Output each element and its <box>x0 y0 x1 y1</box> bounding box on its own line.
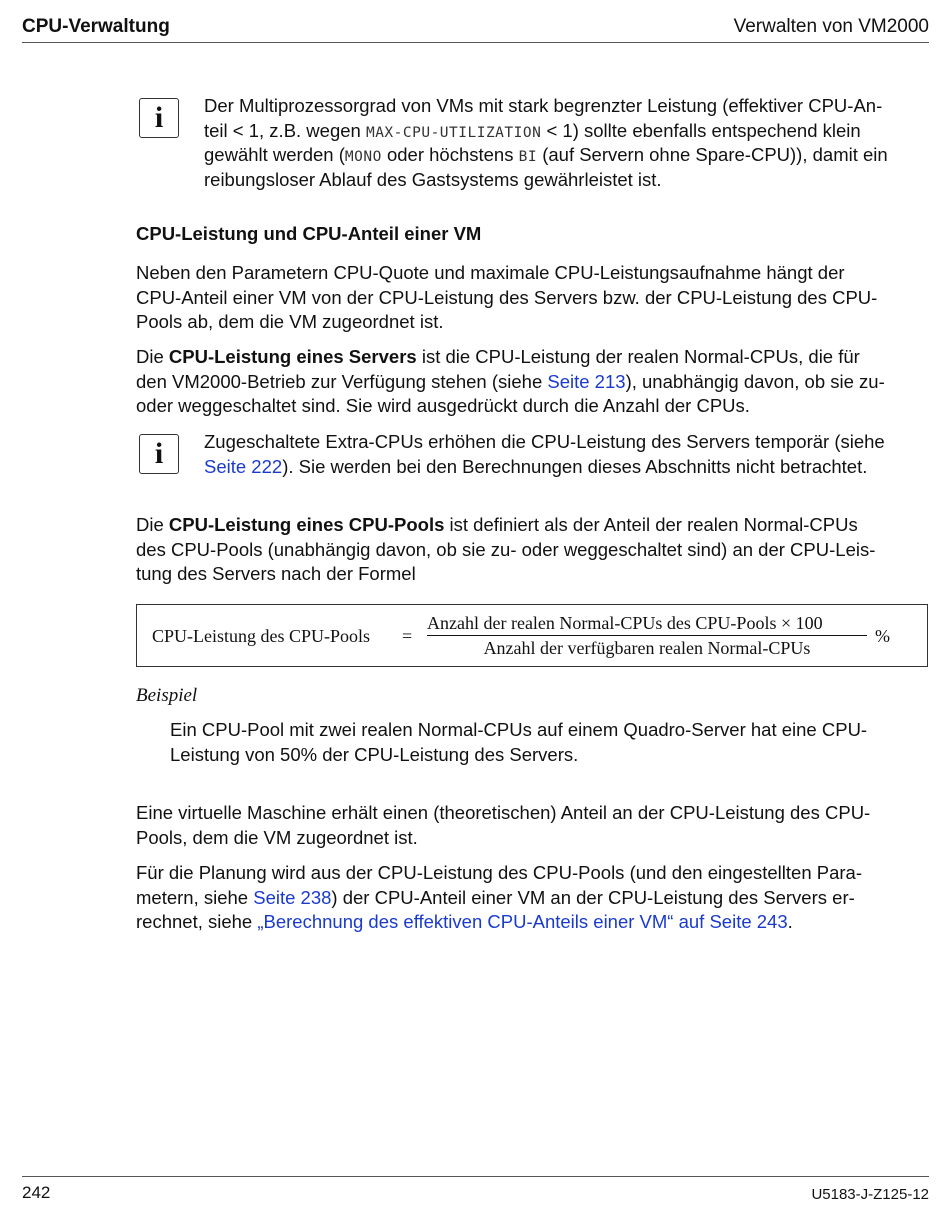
info-icon <box>139 434 179 474</box>
info-note-2-line-1: Zugeschaltete Extra-CPUs erhöhen die CPU-Leistung des Servers temporär (siehe <box>204 431 885 452</box>
example-line-1: Ein CPU-Pool mit zwei realen Normal-CPUs auf einem Quadro-Server hat eine CPU- <box>170 719 868 740</box>
info-note-1-line-3: gewählt werden (MONO oder höchstens BI (auf Servern ohne Spare-CPU)), damit ein <box>204 144 888 165</box>
paragraph-1-line-1: Neben den Parametern CPU-Quote und maximale CPU-Leistungsaufnahme hängt der <box>136 262 845 283</box>
formula-equals: = <box>402 626 413 646</box>
code-mono: MONO <box>344 149 382 165</box>
running-header-section: Verwalten von VM2000 <box>733 16 929 37</box>
paragraph-1-line-2: CPU-Anteil einer VM von der CPU-Leistung des Servers bzw. der CPU-Leistung des CPU- <box>136 286 878 308</box>
info-note-1 <box>204 94 928 192</box>
link-seite-213[interactable]: Seite 213 <box>547 370 626 392</box>
formula-lhs: CPU-Leistung des CPU-Pools <box>152 626 371 646</box>
example-text <box>170 718 928 767</box>
paragraph-5-line-1: Für die Planung wird aus der CPU-Leistung des CPU-Pools (und den eingestellten Para- <box>136 862 862 883</box>
header-divider <box>22 42 929 43</box>
paragraph-2-line-2: den VM2000-Betrieb zur Verfügung stehen (siehe Seite 213), unabhängig davon, ob sie zu- <box>136 370 885 392</box>
info-note-2 <box>204 430 928 479</box>
running-header-chapter: CPU-Verwaltung <box>22 16 170 37</box>
info-note-1-line-2: teil < 1, z.B. wegen MAX-CPU-UTILIZATION < 1) sollte ebenfalls entspechend klein <box>204 119 861 141</box>
info-icon-glyph: i <box>154 437 164 470</box>
link-berechnung-seite-243[interactable]: „Berechnung des effektiven CPU-Anteils einer VM“ auf Seite 243 <box>257 911 788 932</box>
document-id: U5183-J-Z125-12 <box>811 1186 929 1203</box>
paragraph-3 <box>136 513 928 587</box>
paragraph-2 <box>136 345 928 419</box>
formula-numerator: Anzahl der realen Normal-CPUs des CPU-Pools × 100 <box>427 613 823 633</box>
example-line-2: Leistung von 50% der CPU-Leistung des Servers. <box>170 743 579 765</box>
paragraph-4-line-2: Pools, dem die VM zugeordnet ist. <box>136 826 418 848</box>
page-number: 242 <box>22 1183 51 1202</box>
code-max-cpu-utilization: MAX-CPU-UTILIZATION <box>365 124 542 141</box>
paragraph-4-line-1: Eine virtuelle Maschine erhält einen (theoretischen) Anteil an der CPU-Leistung des CPU- <box>136 802 871 823</box>
example-label: Beispiel <box>136 685 198 706</box>
footer-divider <box>22 1176 929 1177</box>
term-cpu-leistung-pool: CPU-Leistung eines CPU-Pools <box>168 514 445 535</box>
info-icon <box>139 98 179 138</box>
formula-unit: % <box>875 626 890 646</box>
link-seite-222[interactable]: Seite 222 <box>204 455 283 477</box>
paragraph-4 <box>136 801 928 850</box>
paragraph-5-line-3: rechnet, siehe „Berechnung des effektiven CPU-Anteils einer VM“ auf Seite 243. <box>136 911 793 932</box>
paragraph-1-line-3: Pools ab, dem die VM zugeordnet ist. <box>136 311 444 332</box>
paragraph-5 <box>136 861 928 935</box>
paragraph-1 <box>136 261 928 335</box>
paragraph-2-line-3: oder weggeschaltet sind. Sie wird ausgedrückt durch die Anzahl der CPUs. <box>136 395 750 416</box>
info-note-2-line-2: Seite 222). Sie werden bei den Berechnungen dieses Abschnitts nicht betrachtet. <box>204 455 868 477</box>
paragraph-3-line-2: des CPU-Pools (unabhängig davon, ob sie zu- oder weggeschaltet sind) an der CPU-Leis- <box>136 538 876 560</box>
term-cpu-leistung-server: CPU-Leistung eines Servers <box>168 346 417 367</box>
link-seite-238[interactable]: Seite 238 <box>253 886 332 908</box>
code-bi: BI <box>518 149 538 165</box>
formula-denominator: Anzahl der verfügbaren realen Normal-CPUs <box>483 638 811 658</box>
paragraph-5-line-2: metern, siehe Seite 238) der CPU-Anteil einer VM an der CPU-Leistung des Servers er- <box>136 886 855 908</box>
paragraph-3-line-1: Die CPU-Leistung eines CPU-Pools ist definiert als der Anteil der realen Normal-CPUs <box>136 514 858 535</box>
formula-box <box>136 604 928 667</box>
section-heading: CPU-Leistung und CPU-Anteil einer VM <box>136 223 482 244</box>
paragraph-2-line-1: Die CPU-Leistung eines Servers ist die CPU-Leistung der realen Normal-CPUs, die für <box>136 346 860 367</box>
info-icon-glyph: i <box>154 101 164 134</box>
info-note-1-line-4: reibungsloser Ablauf des Gastsystems gewährleistet ist. <box>204 168 662 190</box>
info-note-1-line-1: Der Multiprozessorgrad von VMs mit stark begrenzter Leistung (effektiver CPU-An- <box>204 95 883 116</box>
paragraph-3-line-3: tung des Servers nach der Formel <box>136 563 416 584</box>
